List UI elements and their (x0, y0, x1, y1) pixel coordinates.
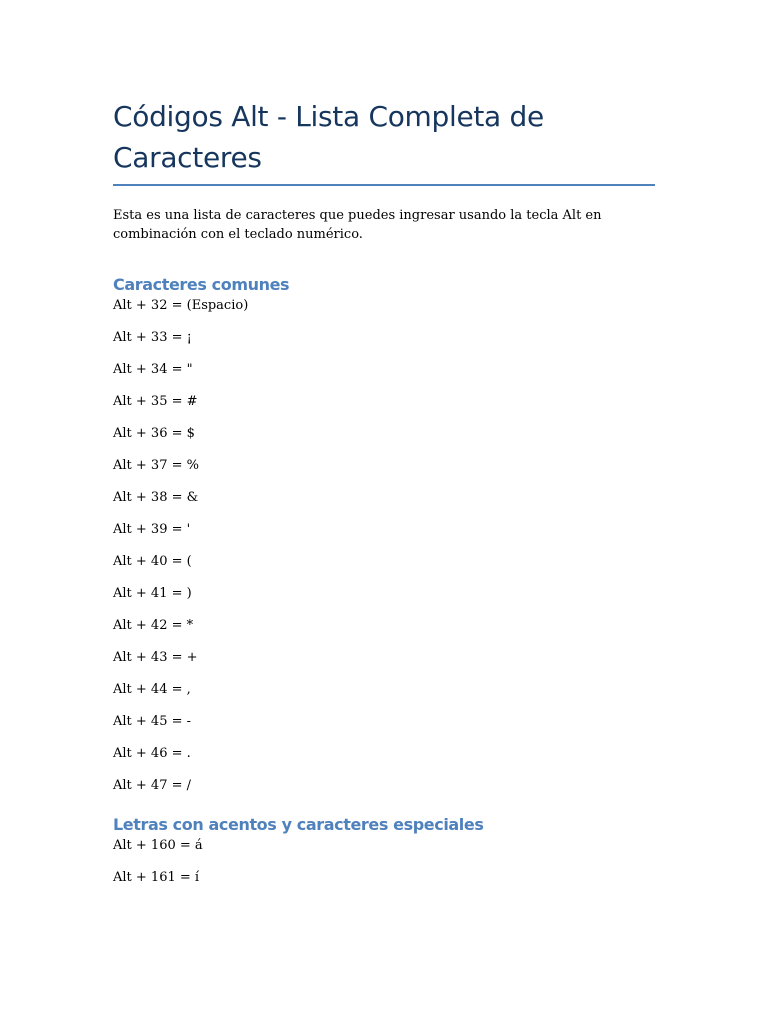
list-item: Alt + 33 = ¡ (113, 330, 192, 345)
list-item: Alt + 43 = + (113, 650, 198, 665)
list-item: Alt + 47 = / (113, 778, 192, 793)
document-title: Códigos Alt - Lista Completa de Caracteres (113, 100, 544, 174)
section-common-characters (113, 274, 655, 795)
list-item: Alt + 32 = (Espacio) (113, 298, 249, 313)
section-accented-letters (113, 814, 655, 887)
list-item: Alt + 45 = - (113, 714, 192, 729)
entry-list (113, 296, 655, 795)
intro-paragraph: Esta es una lista de caracteres que puedes ingresar usando la tecla Alt en combinación con el teclado numérico. (113, 208, 602, 242)
entry-list (113, 836, 655, 887)
section-heading: Letras con acentos y caracteres especiales (113, 815, 484, 834)
list-item: Alt + 35 = # (113, 394, 198, 409)
list-item: Alt + 41 = ) (113, 586, 192, 601)
list-item: Alt + 42 = * (113, 618, 194, 633)
list-item: Alt + 161 = í (113, 870, 200, 885)
list-item: Alt + 160 = á (113, 838, 203, 853)
list-item: Alt + 46 = . (113, 746, 191, 761)
list-item: Alt + 38 = & (113, 490, 199, 505)
list-item: Alt + 40 = ( (113, 554, 192, 569)
list-item: Alt + 44 = , (113, 682, 191, 697)
title-divider (113, 184, 655, 186)
list-item: Alt + 37 = % (113, 458, 199, 473)
list-item: Alt + 36 = $ (113, 426, 195, 441)
section-heading: Caracteres comunes (113, 275, 290, 294)
list-item: Alt + 39 = ' (113, 522, 191, 537)
list-item: Alt + 34 = " (113, 362, 193, 377)
document-page (113, 96, 655, 900)
